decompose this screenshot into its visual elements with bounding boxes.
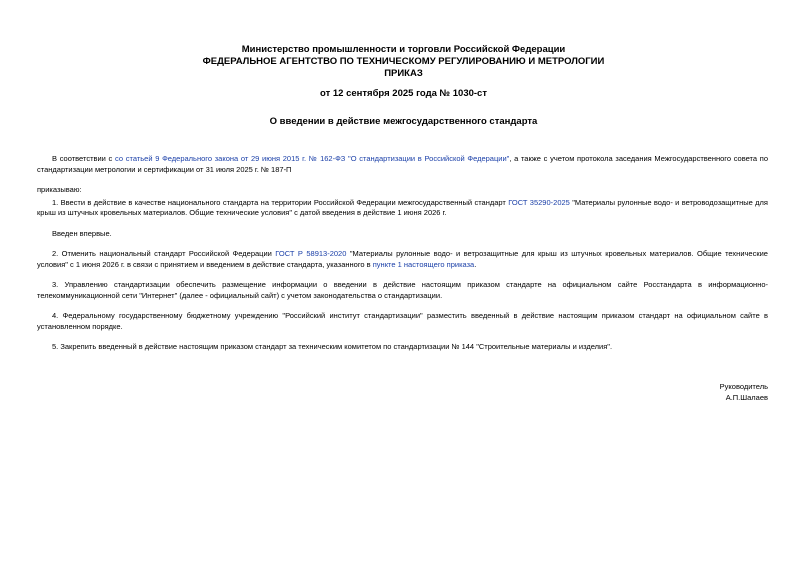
gost-35290-link[interactable]: ГОСТ 35290-2025 [508, 197, 570, 207]
document-header [0, 44, 807, 68]
first-introduced-note: Введен впервые. [52, 228, 112, 238]
item-2-prefix: 2. Отменить национальный стандарт Российской Федерации [52, 249, 276, 258]
ministry-name: Министерство промышленности и торговли Российской Федерации [241, 44, 566, 55]
item-4: 4. Федеральному государственному бюджетному учреждению "Российский институт стандартизации" разместить введенный в действие настоящим приказом стандарт на официальном сайте в установленном порядке. [37, 311, 768, 331]
preamble-prefix: В соответствии с [52, 154, 116, 163]
preamble-paragraph [37, 154, 768, 175]
order-subject: О введении в действие межгосударственного стандарта [269, 116, 538, 127]
point-1-link[interactable]: пункте 1 настоящего приказа [372, 259, 475, 269]
order-title: ПРИКАЗ [384, 68, 423, 79]
order-word: приказываю: [37, 185, 82, 194]
signature-block [720, 381, 768, 403]
item-1-suffix: "Материалы рулонные водо- и ветроводозащитные для крыш из штучных кровельных материалов. Общие технические условия" с датой введения в действие 1 июня 2026 г. [37, 197, 768, 217]
gost-r-58913-link[interactable]: ГОСТ Р 58913-2020 [275, 249, 347, 258]
item-2 [37, 249, 768, 270]
agency-name: ФЕДЕРАЛЬНОЕ АГЕНТСТВО ПО ТЕХНИЧЕСКОМУ РЕГУЛИРОВАНИЮ И МЕТРОЛОГИИ [202, 56, 605, 67]
item-1 [37, 198, 768, 219]
item-2-end: . [474, 259, 477, 269]
item-2-middle: "Материалы рулонные водо- и ветрозащитные для крыш из штучных кровельных материалов. Общие технические условия" с 1 июня 2026 г. в связи с принятием и введением в действие стандарта, указанного в [37, 249, 768, 269]
item-1-prefix: 1. Ввести в действие в качестве национального стандарта на территории Российской Федерации межгосударственный стандарт [52, 197, 509, 207]
law-link[interactable]: со статьей 9 Федерального закона от 29 июня 2015 г. № 162-ФЗ "О стандартизации в Российской Федерации" [115, 154, 510, 163]
item-5: 5. Закрепить введенный в действие настоящим приказом стандарт за техническим комитетом по стандартизации № 144 "Строительные материалы и изделия". [52, 342, 613, 351]
order-date-number: от 12 сентября 2025 года № 1030-ст [320, 88, 487, 99]
document-body [37, 154, 768, 363]
item-3: 3. Управлению стандартизации обеспечить размещение информации о введении в действие настоящим приказом стандарте на официальном сайте Росстандарта в информационно-телекоммуникационной сети "Интернет" (далее - официальный сайт) с учетом законодательства о стандартизации. [37, 280, 768, 300]
preamble-suffix: , а также с учетом протокола заседания Межгосударственного совета по стандартизации метрологии и сертификации от 31 июля 2025 г. № 187-П [37, 154, 768, 174]
signatory-role: Руководитель [719, 382, 768, 391]
signatory-name: А.П.Шалаев [725, 393, 768, 402]
